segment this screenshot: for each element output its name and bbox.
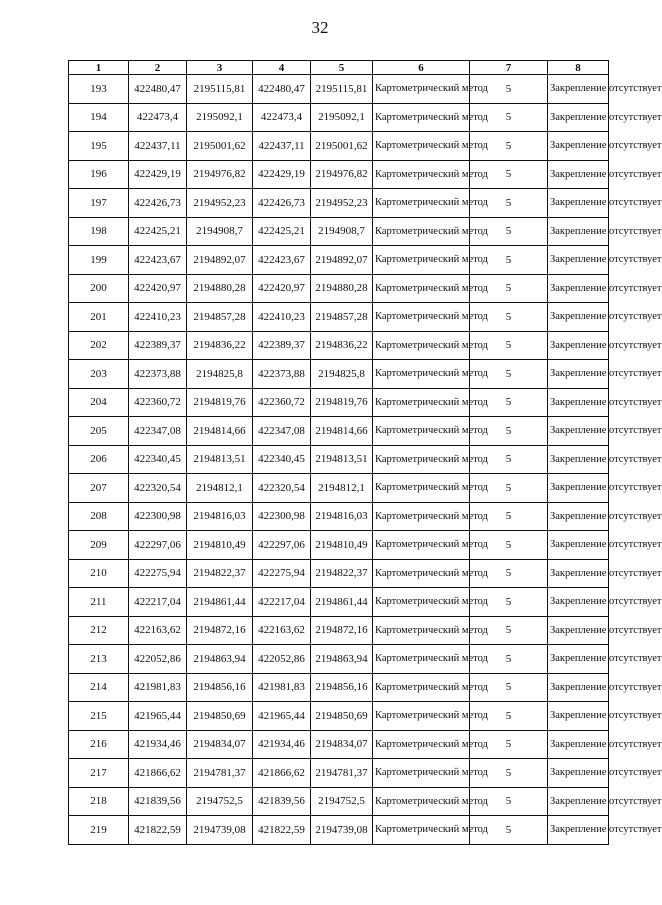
fixing-cell: Закрепление отсутствует <box>548 103 609 132</box>
y-coordinate-cell: 2194892,07 <box>187 246 253 275</box>
fixing-cell: Закрепление отсутствует <box>548 559 609 588</box>
fixing-cell: Закрепление отсутствует <box>548 645 609 674</box>
method-cell: Картометрический метод <box>373 274 470 303</box>
method-cell: Картометрический метод <box>373 645 470 674</box>
x-coordinate-cell: 422373,88 <box>253 360 311 389</box>
y-coordinate-cell: 2195115,81 <box>311 75 373 104</box>
method-cell: Картометрический метод <box>373 189 470 218</box>
y-coordinate-cell: 2194863,94 <box>311 645 373 674</box>
point-number-cell: 201 <box>69 303 129 332</box>
x-coordinate-cell: 422320,54 <box>253 474 311 503</box>
table-row <box>69 160 609 189</box>
table-row <box>69 787 609 816</box>
fixing-cell: Закрепление отсутствует <box>548 417 609 446</box>
column-header: 2 <box>129 61 187 75</box>
point-number-cell: 205 <box>69 417 129 446</box>
point-number-cell: 193 <box>69 75 129 104</box>
accuracy-cell: 5 <box>470 360 548 389</box>
table-row <box>69 75 609 104</box>
y-coordinate-cell: 2194834,07 <box>311 730 373 759</box>
point-number-cell: 196 <box>69 160 129 189</box>
accuracy-cell: 5 <box>470 787 548 816</box>
accuracy-cell: 5 <box>470 588 548 617</box>
fixing-cell: Закрепление отсутствует <box>548 759 609 788</box>
method-cell: Картометрический метод <box>373 360 470 389</box>
fixing-cell: Закрепление отсутствует <box>548 702 609 731</box>
x-coordinate-cell: 422300,98 <box>253 502 311 531</box>
table-row <box>69 303 609 332</box>
x-coordinate-cell: 422389,37 <box>129 331 187 360</box>
y-coordinate-cell: 2194836,22 <box>187 331 253 360</box>
method-cell: Картометрический метод <box>373 787 470 816</box>
x-coordinate-cell: 422389,37 <box>253 331 311 360</box>
fixing-cell: Закрепление отсутствует <box>548 474 609 503</box>
x-coordinate-cell: 422410,23 <box>253 303 311 332</box>
y-coordinate-cell: 2194810,49 <box>311 531 373 560</box>
method-cell: Картометрический метод <box>373 616 470 645</box>
method-cell: Картометрический метод <box>373 588 470 617</box>
x-coordinate-cell: 421981,83 <box>253 673 311 702</box>
x-coordinate-cell: 422320,54 <box>129 474 187 503</box>
y-coordinate-cell: 2194825,8 <box>187 360 253 389</box>
x-coordinate-cell: 422473,4 <box>253 103 311 132</box>
table-row <box>69 103 609 132</box>
method-cell: Картометрический метод <box>373 217 470 246</box>
x-coordinate-cell: 421965,44 <box>253 702 311 731</box>
y-coordinate-cell: 2194781,37 <box>187 759 253 788</box>
accuracy-cell: 5 <box>470 502 548 531</box>
point-number-cell: 206 <box>69 445 129 474</box>
accuracy-cell: 5 <box>470 132 548 161</box>
point-number-cell: 203 <box>69 360 129 389</box>
point-number-cell: 218 <box>69 787 129 816</box>
x-coordinate-cell: 422297,06 <box>129 531 187 560</box>
fixing-cell: Закрепление отсутствует <box>548 445 609 474</box>
fixing-cell: Закрепление отсутствует <box>548 816 609 845</box>
method-cell: Картометрический метод <box>373 388 470 417</box>
fixing-cell: Закрепление отсутствует <box>548 189 609 218</box>
fixing-cell: Закрепление отсутствует <box>548 274 609 303</box>
fixing-cell: Закрепление отсутствует <box>548 388 609 417</box>
y-coordinate-cell: 2194880,28 <box>187 274 253 303</box>
point-number-cell: 202 <box>69 331 129 360</box>
y-coordinate-cell: 2194819,76 <box>311 388 373 417</box>
x-coordinate-cell: 422347,08 <box>253 417 311 446</box>
y-coordinate-cell: 2194816,03 <box>187 502 253 531</box>
y-coordinate-cell: 2194819,76 <box>187 388 253 417</box>
x-coordinate-cell: 422052,86 <box>253 645 311 674</box>
point-number-cell: 195 <box>69 132 129 161</box>
fixing-cell: Закрепление отсутствует <box>548 502 609 531</box>
accuracy-cell: 5 <box>470 531 548 560</box>
x-coordinate-cell: 421934,46 <box>253 730 311 759</box>
method-cell: Картометрический метод <box>373 445 470 474</box>
x-coordinate-cell: 422480,47 <box>253 75 311 104</box>
y-coordinate-cell: 2194892,07 <box>311 246 373 275</box>
x-coordinate-cell: 422163,62 <box>253 616 311 645</box>
y-coordinate-cell: 2194863,94 <box>187 645 253 674</box>
accuracy-cell: 5 <box>470 246 548 275</box>
x-coordinate-cell: 422300,98 <box>129 502 187 531</box>
table-row <box>69 702 609 731</box>
x-coordinate-cell: 422423,67 <box>253 246 311 275</box>
accuracy-cell: 5 <box>470 559 548 588</box>
fixing-cell: Закрепление отсутствует <box>548 360 609 389</box>
coordinates-table <box>68 60 662 845</box>
y-coordinate-cell: 2194816,03 <box>311 502 373 531</box>
table-row <box>69 559 609 588</box>
method-cell: Картометрический метод <box>373 730 470 759</box>
y-coordinate-cell: 2194872,16 <box>311 616 373 645</box>
x-coordinate-cell: 422275,94 <box>253 559 311 588</box>
x-coordinate-cell: 422420,97 <box>129 274 187 303</box>
x-coordinate-cell: 422373,88 <box>129 360 187 389</box>
point-number-cell: 207 <box>69 474 129 503</box>
y-coordinate-cell: 2195115,81 <box>187 75 253 104</box>
point-number-cell: 208 <box>69 502 129 531</box>
fixing-cell: Закрепление отсутствует <box>548 673 609 702</box>
method-cell: Картометрический метод <box>373 531 470 560</box>
method-cell: Картометрический метод <box>373 246 470 275</box>
point-number-cell: 204 <box>69 388 129 417</box>
method-cell: Картометрический метод <box>373 75 470 104</box>
x-coordinate-cell: 422217,04 <box>253 588 311 617</box>
column-header: 1 <box>69 61 129 75</box>
point-number-cell: 213 <box>69 645 129 674</box>
accuracy-cell: 5 <box>470 217 548 246</box>
point-number-cell: 215 <box>69 702 129 731</box>
accuracy-cell: 5 <box>470 673 548 702</box>
point-number-cell: 198 <box>69 217 129 246</box>
x-coordinate-cell: 422425,21 <box>129 217 187 246</box>
y-coordinate-cell: 2194857,28 <box>311 303 373 332</box>
point-number-cell: 214 <box>69 673 129 702</box>
x-coordinate-cell: 421822,59 <box>129 816 187 845</box>
point-number-cell: 217 <box>69 759 129 788</box>
x-coordinate-cell: 421839,56 <box>129 787 187 816</box>
point-number-cell: 194 <box>69 103 129 132</box>
fixing-cell: Закрепление отсутствует <box>548 787 609 816</box>
x-coordinate-cell: 422360,72 <box>253 388 311 417</box>
y-coordinate-cell: 2194812,1 <box>311 474 373 503</box>
fixing-cell: Закрепление отсутствует <box>548 588 609 617</box>
x-coordinate-cell: 422340,45 <box>129 445 187 474</box>
column-header: 6 <box>373 61 470 75</box>
x-coordinate-cell: 422473,4 <box>129 103 187 132</box>
y-coordinate-cell: 2194880,28 <box>311 274 373 303</box>
method-cell: Картометрический метод <box>373 103 470 132</box>
x-coordinate-cell: 422429,19 <box>253 160 311 189</box>
table-row <box>69 246 609 275</box>
fixing-cell: Закрепление отсутствует <box>548 75 609 104</box>
table-row <box>69 816 609 845</box>
column-header: 7 <box>470 61 548 75</box>
method-cell: Картометрический метод <box>373 417 470 446</box>
method-cell: Картометрический метод <box>373 759 470 788</box>
point-number-cell: 212 <box>69 616 129 645</box>
y-coordinate-cell: 2194822,37 <box>187 559 253 588</box>
x-coordinate-cell: 422052,86 <box>129 645 187 674</box>
y-coordinate-cell: 2194752,5 <box>187 787 253 816</box>
fixing-cell: Закрепление отсутствует <box>548 217 609 246</box>
fixing-cell: Закрепление отсутствует <box>548 303 609 332</box>
method-cell: Картометрический метод <box>373 132 470 161</box>
accuracy-cell: 5 <box>470 616 548 645</box>
x-coordinate-cell: 422297,06 <box>253 531 311 560</box>
x-coordinate-cell: 421822,59 <box>253 816 311 845</box>
y-coordinate-cell: 2194856,16 <box>311 673 373 702</box>
accuracy-cell: 5 <box>470 417 548 446</box>
y-coordinate-cell: 2194813,51 <box>187 445 253 474</box>
x-coordinate-cell: 421839,56 <box>253 787 311 816</box>
table-row <box>69 759 609 788</box>
x-coordinate-cell: 421965,44 <box>129 702 187 731</box>
accuracy-cell: 5 <box>470 103 548 132</box>
x-coordinate-cell: 422275,94 <box>129 559 187 588</box>
y-coordinate-cell: 2195001,62 <box>311 132 373 161</box>
y-coordinate-cell: 2194825,8 <box>311 360 373 389</box>
y-coordinate-cell: 2194861,44 <box>311 588 373 617</box>
table-row <box>69 730 609 759</box>
y-coordinate-cell: 2195092,1 <box>187 103 253 132</box>
y-coordinate-cell: 2194952,23 <box>311 189 373 218</box>
point-number-cell: 199 <box>69 246 129 275</box>
x-coordinate-cell: 422426,73 <box>129 189 187 218</box>
page-number: 32 <box>311 18 329 37</box>
fixing-cell: Закрепление отсутствует <box>548 730 609 759</box>
point-number-cell: 219 <box>69 816 129 845</box>
x-coordinate-cell: 422410,23 <box>129 303 187 332</box>
x-coordinate-cell: 422360,72 <box>129 388 187 417</box>
table-row <box>69 417 609 446</box>
y-coordinate-cell: 2194908,7 <box>187 217 253 246</box>
method-cell: Картометрический метод <box>373 559 470 588</box>
accuracy-cell: 5 <box>470 730 548 759</box>
method-cell: Картометрический метод <box>373 673 470 702</box>
x-coordinate-cell: 422420,97 <box>253 274 311 303</box>
method-cell: Картометрический метод <box>373 474 470 503</box>
accuracy-cell: 5 <box>470 160 548 189</box>
y-coordinate-cell: 2194850,69 <box>311 702 373 731</box>
method-cell: Картометрический метод <box>373 816 470 845</box>
method-cell: Картометрический метод <box>373 303 470 332</box>
table-row <box>69 588 609 617</box>
fixing-cell: Закрепление отсутствует <box>548 616 609 645</box>
table-row <box>69 673 609 702</box>
point-number-cell: 200 <box>69 274 129 303</box>
accuracy-cell: 5 <box>470 759 548 788</box>
table-row <box>69 616 609 645</box>
point-number-cell: 211 <box>69 588 129 617</box>
column-header: 5 <box>311 61 373 75</box>
y-coordinate-cell: 2194739,08 <box>187 816 253 845</box>
y-coordinate-cell: 2194836,22 <box>311 331 373 360</box>
point-number-cell: 197 <box>69 189 129 218</box>
table-body <box>69 75 662 845</box>
y-coordinate-cell: 2194834,07 <box>187 730 253 759</box>
fixing-cell: Закрепление отсутствует <box>548 160 609 189</box>
x-coordinate-cell: 422340,45 <box>253 445 311 474</box>
y-coordinate-cell: 2194813,51 <box>311 445 373 474</box>
accuracy-cell: 5 <box>470 474 548 503</box>
y-coordinate-cell: 2194856,16 <box>187 673 253 702</box>
accuracy-cell: 5 <box>470 702 548 731</box>
accuracy-cell: 5 <box>470 303 548 332</box>
table-row <box>69 331 609 360</box>
method-cell: Картометрический метод <box>373 331 470 360</box>
table-row <box>69 189 609 218</box>
y-coordinate-cell: 2194810,49 <box>187 531 253 560</box>
table-row <box>69 274 609 303</box>
y-coordinate-cell: 2194814,66 <box>311 417 373 446</box>
method-cell: Картометрический метод <box>373 502 470 531</box>
accuracy-cell: 5 <box>470 445 548 474</box>
y-coordinate-cell: 2194952,23 <box>187 189 253 218</box>
table-row <box>69 531 609 560</box>
y-coordinate-cell: 2194976,82 <box>187 160 253 189</box>
accuracy-cell: 5 <box>470 274 548 303</box>
y-coordinate-cell: 2195001,62 <box>187 132 253 161</box>
y-coordinate-cell: 2194822,37 <box>311 559 373 588</box>
fixing-cell: Закрепление отсутствует <box>548 246 609 275</box>
accuracy-cell: 5 <box>470 388 548 417</box>
accuracy-cell: 5 <box>470 75 548 104</box>
x-coordinate-cell: 421866,62 <box>253 759 311 788</box>
table-row <box>69 645 609 674</box>
x-coordinate-cell: 422217,04 <box>129 588 187 617</box>
x-coordinate-cell: 422437,11 <box>253 132 311 161</box>
y-coordinate-cell: 2194781,37 <box>311 759 373 788</box>
accuracy-cell: 5 <box>470 645 548 674</box>
x-coordinate-cell: 422480,47 <box>129 75 187 104</box>
table-row <box>69 388 609 417</box>
column-header: 8 <box>548 61 609 75</box>
y-coordinate-cell: 2194976,82 <box>311 160 373 189</box>
table-row <box>69 360 609 389</box>
accuracy-cell: 5 <box>470 816 548 845</box>
fixing-cell: Закрепление отсутствует <box>548 531 609 560</box>
y-coordinate-cell: 2194814,66 <box>187 417 253 446</box>
table-row <box>69 217 609 246</box>
point-number-cell: 209 <box>69 531 129 560</box>
column-header: 4 <box>253 61 311 75</box>
y-coordinate-cell: 2194861,44 <box>187 588 253 617</box>
x-coordinate-cell: 422437,11 <box>129 132 187 161</box>
y-coordinate-cell: 2194812,1 <box>187 474 253 503</box>
x-coordinate-cell: 422425,21 <box>253 217 311 246</box>
x-coordinate-cell: 422163,62 <box>129 616 187 645</box>
method-cell: Картометрический метод <box>373 160 470 189</box>
y-coordinate-cell: 2194752,5 <box>311 787 373 816</box>
table-row <box>69 474 609 503</box>
x-coordinate-cell: 421981,83 <box>129 673 187 702</box>
method-cell: Картометрический метод <box>373 702 470 731</box>
y-coordinate-cell: 2194739,08 <box>311 816 373 845</box>
table-row <box>69 445 609 474</box>
table-row <box>69 502 609 531</box>
y-coordinate-cell: 2194872,16 <box>187 616 253 645</box>
x-coordinate-cell: 422347,08 <box>129 417 187 446</box>
accuracy-cell: 5 <box>470 189 548 218</box>
y-coordinate-cell: 2194850,69 <box>187 702 253 731</box>
y-coordinate-cell: 2194857,28 <box>187 303 253 332</box>
fixing-cell: Закрепление отсутствует <box>548 132 609 161</box>
table-header-row <box>69 61 609 75</box>
table-row <box>69 132 609 161</box>
column-header: 3 <box>187 61 253 75</box>
point-number-cell: 210 <box>69 559 129 588</box>
x-coordinate-cell: 421866,62 <box>129 759 187 788</box>
x-coordinate-cell: 422423,67 <box>129 246 187 275</box>
x-coordinate-cell: 422429,19 <box>129 160 187 189</box>
y-coordinate-cell: 2194908,7 <box>311 217 373 246</box>
y-coordinate-cell: 2195092,1 <box>311 103 373 132</box>
point-number-cell: 216 <box>69 730 129 759</box>
accuracy-cell: 5 <box>470 331 548 360</box>
x-coordinate-cell: 422426,73 <box>253 189 311 218</box>
x-coordinate-cell: 421934,46 <box>129 730 187 759</box>
fixing-cell: Закрепление отсутствует <box>548 331 609 360</box>
